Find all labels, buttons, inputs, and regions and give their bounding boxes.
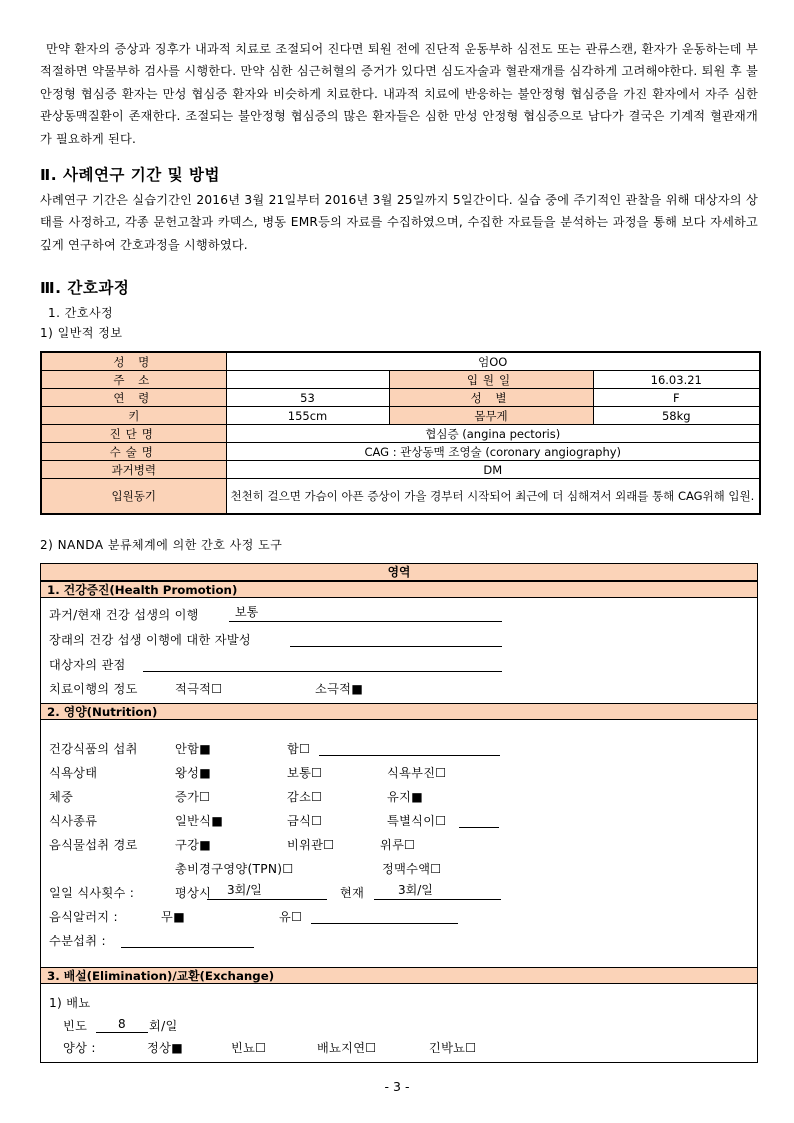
label-times-per-day: 회/일 — [149, 1019, 178, 1033]
option-appetite-normal[interactable]: 보통☐ — [287, 766, 323, 780]
subsection-urination: 1) 배뇨 — [49, 996, 91, 1010]
age-label: 연 령 — [41, 389, 226, 407]
answer-diet-special[interactable] — [459, 813, 499, 828]
section-2-body: 사례연구 기간은 실습기간인 2016년 3월 21일부터 2016년 3월 25일까지 5일간이다. 실습 중에 주기적인 관찰을 위해 대상자의 상태를 사정하고, 각종 문헌고찰과 카덱스, 병동 EMR등의 자료를 수집하였으며, 수집한 자료들을 분석하는 과정을 통해 보다 자세하고 깊게 연구하여 간호과정을 시행하였다. — [40, 193, 758, 252]
history-value: DM — [226, 461, 760, 479]
page-number: - 3 - — [384, 1079, 410, 1094]
operation-label: 수술명 — [41, 443, 226, 461]
height-label: 키 — [41, 407, 226, 425]
q-intake-route: 음식물섭취 경로 — [49, 838, 138, 852]
q-meals-per-day: 일일 식사횟수 : — [49, 886, 135, 900]
option-active[interactable]: 적극적☐ — [175, 682, 223, 696]
option-health-food-yes[interactable]: 함☐ — [287, 742, 311, 756]
subsection-general-info: 1) 일반적 정보 — [40, 326, 123, 340]
admission-motive-label: 입원동기 — [41, 479, 226, 515]
option-weight-loss[interactable]: 감소☐ — [287, 790, 323, 804]
subsection-nursing-assessment: 1. 간호사정 — [48, 306, 114, 320]
label-current: 현재 — [340, 886, 365, 900]
q-diet-type: 식사종류 — [49, 814, 98, 828]
weight-label: 몸무게 — [389, 407, 593, 425]
q-past-health-regimen: 과거/현재 건강 섭생의 이행 — [49, 608, 199, 622]
q-fluid-intake: 수분섭취 : — [49, 934, 106, 948]
answer-past-health-regimen-value: 보통 — [235, 605, 259, 619]
option-allergy-no[interactable]: 무■ — [161, 910, 185, 924]
name-label: 성 명 — [41, 352, 226, 371]
form-header-domain: 영역 — [41, 564, 757, 581]
option-route-gastrostomy[interactable]: 위루☐ — [380, 838, 416, 852]
age-value: 53 — [226, 389, 389, 407]
intro-paragraph: 만약 환자의 증상과 징후가 내과적 치료로 조절되어 진다면 퇴원 전에 진단적 운동부하 심전도 또는 관류스캔, 환자가 운동하는데 부적절하면 약물부하 검사를 시행한다. 만약 심한 심근허혈의 증거가 있다면 심도자술과 혈관재개를 심각하게 고려해야한다. 퇴원 후 불안정형 협심증 환자는 만성 협심증 환자와 비슷하게 치료한다. 내과적 치료에 반응하는 불안정형 협심증을 가진 환자에서 자주 심한 관상동맥질환이 존재한다. 조절되는 불안정형 협심증의 많은 환자들은 심한 만성 안정형 협심증으로 남다가 결국은 기계적 혈관재개가 필요하게 된다. — [40, 42, 758, 146]
q-food-allergy: 음식알러지 : — [49, 910, 118, 924]
nanda-title: 2) NANDA 분류체계에 의한 간호 사정 도구 — [40, 538, 283, 552]
operation-value: CAG : 관상동맥 조영술 (coronary angiography) — [226, 443, 760, 461]
answer-fluid-intake[interactable] — [121, 933, 254, 948]
option-route-oral[interactable]: 구강■ — [175, 838, 211, 852]
answer-urination-frequency-value: 8 — [118, 1017, 126, 1031]
q-urination-pattern: 양상 : — [63, 1041, 96, 1055]
q-urination-frequency: 빈도 — [63, 1019, 88, 1033]
sex-label: 성 별 — [389, 389, 593, 407]
section-elimination-exchange: 3. 배설(Elimination)/교환(Exchange) — [41, 967, 757, 984]
option-weight-gain[interactable]: 증가☐ — [175, 790, 211, 804]
answer-health-food[interactable] — [319, 741, 500, 756]
height-value: 155cm — [226, 407, 389, 425]
section-2-title: Ⅱ. 사례연구 기간 및 방법 — [40, 166, 220, 184]
option-appetite-strong[interactable]: 왕성■ — [175, 766, 211, 780]
option-route-tpn[interactable]: 총비경구영양(TPN)☐ — [175, 862, 294, 876]
diagnosis-value: 협심증 (angina pectoris) — [226, 425, 760, 443]
section-nutrition: 2. 영양(Nutrition) — [41, 703, 757, 720]
q-health-food: 건강식품의 섭취 — [49, 742, 138, 756]
answer-food-allergy[interactable] — [311, 909, 458, 924]
weight-value: 58kg — [593, 407, 760, 425]
nanda-assessment-form — [40, 563, 758, 1063]
general-info-table — [40, 351, 761, 515]
option-urination-frequent[interactable]: 빈뇨☐ — [231, 1041, 267, 1055]
q-weight: 체중 — [49, 790, 74, 804]
q-treatment-compliance: 치료이행의 정도 — [49, 682, 138, 696]
option-urination-delayed[interactable]: 배뇨지연☐ — [317, 1041, 377, 1055]
diagnosis-label: 진단명 — [41, 425, 226, 443]
option-appetite-poor[interactable]: 식욕부진☐ — [387, 766, 447, 780]
option-diet-regular[interactable]: 일반식■ — [175, 814, 224, 828]
section-3-title: Ⅲ. 간호과정 — [40, 279, 130, 297]
option-diet-npo[interactable]: 금식☐ — [287, 814, 323, 828]
answer-current-meals[interactable] — [374, 885, 501, 900]
option-allergy-yes[interactable]: 유☐ — [279, 910, 303, 924]
admission-date-value: 16.03.21 — [593, 371, 760, 389]
history-label: 과거병력 — [41, 461, 226, 479]
option-weight-maintain[interactable]: 유지■ — [387, 790, 423, 804]
answer-urination-frequency[interactable] — [96, 1018, 148, 1033]
option-route-iv[interactable]: 정맥수액☐ — [382, 862, 442, 876]
label-usual: 평상시 — [175, 886, 212, 900]
answer-future-willingness[interactable] — [290, 632, 502, 647]
option-passive[interactable]: 소극적■ — [315, 682, 364, 696]
admission-date-label: 입원일 — [389, 371, 593, 389]
answer-past-health-regimen[interactable] — [229, 607, 502, 622]
q-appetite: 식욕상태 — [49, 766, 98, 780]
address-label: 주 소 — [41, 371, 226, 389]
option-health-food-no[interactable]: 안함■ — [175, 742, 211, 756]
address-value — [226, 371, 389, 389]
name-value: 엄OO — [226, 352, 760, 371]
answer-current-meals-value: 3회/일 — [398, 883, 433, 897]
sex-value: F — [593, 389, 760, 407]
option-urination-urgent[interactable]: 긴박뇨☐ — [429, 1041, 477, 1055]
option-urination-normal[interactable]: 정상■ — [147, 1041, 183, 1055]
answer-patient-perspective[interactable] — [143, 657, 502, 672]
q-future-willingness: 장래의 건강 섭생 이행에 대한 자발성 — [49, 633, 251, 647]
answer-usual-meals-value: 3회/일 — [227, 883, 262, 897]
q-patient-perspective: 대상자의 관점 — [49, 658, 126, 672]
option-diet-special[interactable]: 특별식이☐ — [387, 814, 447, 828]
answer-usual-meals[interactable] — [207, 885, 327, 900]
option-route-ng[interactable]: 비위관☐ — [287, 838, 335, 852]
section-health-promotion: 1. 건강증진(Health Promotion) — [41, 581, 757, 598]
admission-motive-value: 천천히 걸으면 가슴이 아픈 증상이 가을 경부터 시작되어 최근에 더 심해져서 외래를 통해 CAG위해 입원. — [226, 479, 760, 515]
